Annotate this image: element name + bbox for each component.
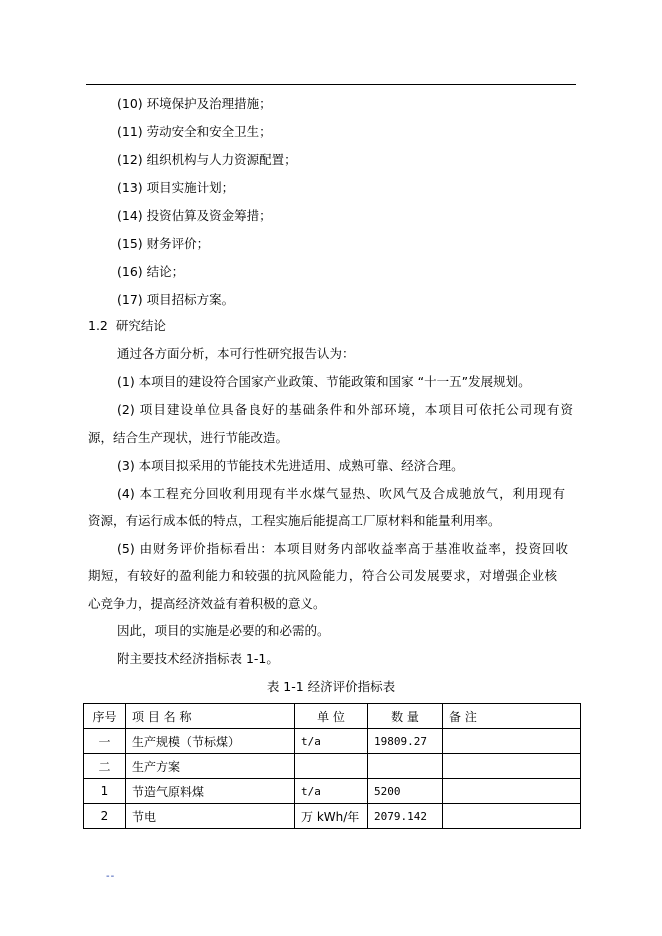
cell-quantity bbox=[368, 754, 443, 779]
table-header-row bbox=[84, 704, 581, 729]
table-row bbox=[84, 779, 581, 804]
cell-remarks bbox=[443, 804, 581, 829]
list-item-16: (16) 结论； bbox=[117, 264, 185, 279]
cell-item-name: 生产规模（节标煤） bbox=[126, 729, 295, 754]
list-item-12: (12) 组织机构与人力资源配置； bbox=[117, 152, 297, 167]
header-index: 序号 bbox=[84, 704, 126, 729]
cell-item-name: 节电 bbox=[126, 804, 295, 829]
cell-remarks bbox=[443, 779, 581, 804]
cell-remarks bbox=[443, 754, 581, 779]
conclusion-2-line-2: 源，结合生产现状，进行节能改造。 bbox=[88, 430, 289, 445]
table-row bbox=[84, 804, 581, 829]
cell-index: 二 bbox=[84, 754, 126, 779]
section-number: 1.2 bbox=[88, 318, 108, 333]
cell-unit: t/a bbox=[295, 779, 368, 804]
conclusion-2-line-1: (2) 项目建设单位具备良好的基础条件和外部环境，本项目可依托公司现有资 bbox=[117, 402, 573, 417]
table-caption: 表 1-1 经济评价指标表 bbox=[266, 679, 396, 694]
cell-index: 一 bbox=[84, 729, 126, 754]
list-item-10: (10) 环境保护及治理措施； bbox=[117, 96, 272, 111]
cell-unit bbox=[295, 754, 368, 779]
header-rule bbox=[86, 84, 576, 85]
table-row bbox=[84, 754, 581, 779]
conclusion-3: (3) 本项目拟采用的节能技术先进适用、成熟可靠、经济合理。 bbox=[117, 458, 464, 473]
list-item-15: (15) 财务评价； bbox=[117, 236, 210, 251]
header-remarks: 备 注 bbox=[443, 704, 581, 729]
section-title: 研究结论 bbox=[115, 318, 166, 333]
conclusion-5-line-2: 期短，有较好的盈利能力和较强的抗风险能力，符合公司发展要求，对增强企业核 bbox=[88, 568, 557, 583]
cell-unit: t/a bbox=[295, 729, 368, 754]
list-item-11: (11) 劳动安全和安全卫生； bbox=[117, 124, 272, 139]
list-item-14: (14) 投资估算及资金筹措； bbox=[117, 208, 272, 223]
list-item-13: (13) 项目实施计划； bbox=[117, 180, 235, 195]
cell-index: 2 bbox=[84, 804, 126, 829]
cell-item-name: 节造气原料煤 bbox=[126, 779, 295, 804]
conclusion-5-line-1: (5) 由财务评价指标看出：本项目财务内部收益率高于基准收益率，投资回收 bbox=[117, 541, 568, 556]
appendix-note: 附主要技术经济指标表 1-1。 bbox=[117, 651, 279, 666]
conclusion-5-line-3: 心竞争力，提高经济效益有着积极的意义。 bbox=[88, 596, 326, 611]
conclusion-4-line-1: (4) 本工程充分回收利用现有半水煤气显热、吹风气及合成驰放气，利用现有 bbox=[117, 486, 565, 501]
cell-index: 1 bbox=[84, 779, 126, 804]
cell-quantity: 5200 bbox=[368, 779, 443, 804]
economic-indicator-table bbox=[83, 703, 581, 829]
closing-paragraph: 因此，项目的实施是必要的和必需的。 bbox=[117, 623, 330, 638]
header-item-name: 项 目 名 称 bbox=[126, 704, 295, 729]
cell-remarks bbox=[443, 729, 581, 754]
cell-quantity: 19809.27 bbox=[368, 729, 443, 754]
table-row bbox=[84, 729, 581, 754]
cell-quantity: 2079.142 bbox=[368, 804, 443, 829]
intro-paragraph: 通过各方面分析，本可行性研究报告认为： bbox=[117, 346, 355, 361]
list-item-17: (17) 项目招标方案。 bbox=[117, 292, 235, 307]
conclusion-4-line-2: 资源，有运行成本低的特点，工程实施后能提高工厂原材料和能量利用率。 bbox=[88, 513, 501, 528]
footer-mark: -- bbox=[106, 871, 116, 882]
header-unit: 单 位 bbox=[295, 704, 368, 729]
section-heading bbox=[88, 318, 166, 334]
conclusion-1: (1) 本项目的建设符合国家产业政策、节能政策和国家 “十一五”发展规划。 bbox=[117, 374, 531, 389]
header-quantity: 数 量 bbox=[368, 704, 443, 729]
cell-item-name: 生产方案 bbox=[126, 754, 295, 779]
cell-unit: 万 kWh/年 bbox=[295, 804, 368, 829]
